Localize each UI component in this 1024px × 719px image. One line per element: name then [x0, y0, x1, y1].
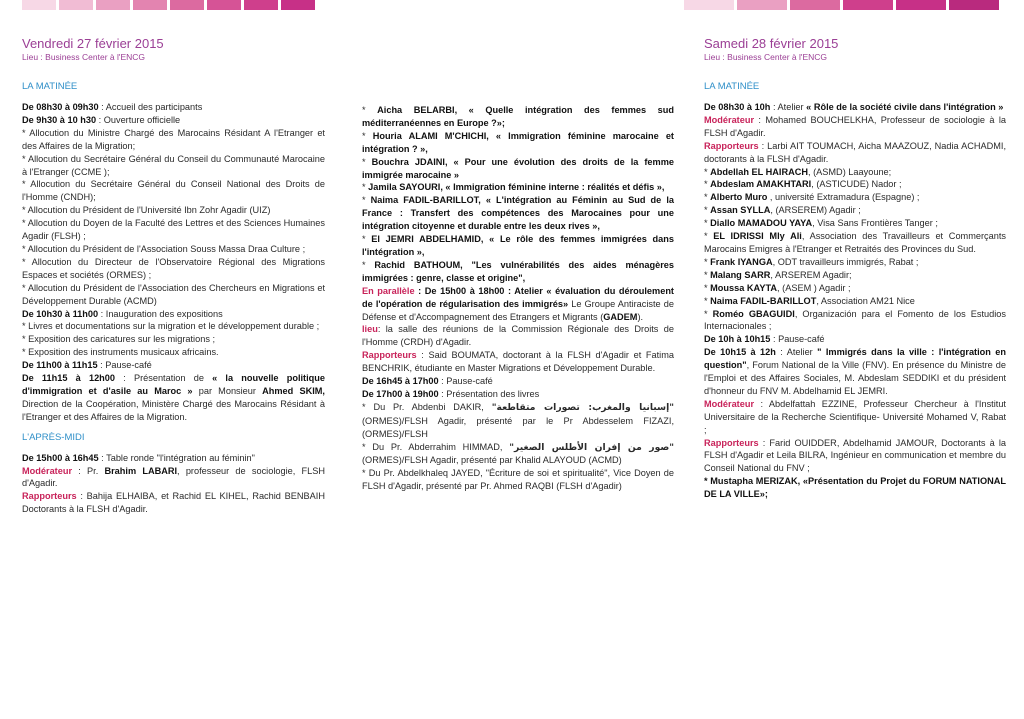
speech-item: * Allocution du Secrétaire Général du Conseil du Communauté Marocaine à l'Etranger (CCME ); [22, 153, 325, 177]
moderator-line: Modérateur : Mohamed BOUCHELKHA, Professeur de sociologie à la FLSH d'Agadir. [704, 114, 1006, 138]
schedule-item: De 11h15 à 12h00 : Présentation de « la nouvelle politique d'immigration et d'asile au Maroc » par Monsieur Ahmed SKIM, Direction de la Coopération, Ministère Chargé des Marocains Résidant à l'Etranger et des Affaires de la Migration. [22, 373, 325, 422]
presentation-item: * Mustapha MERIZAK, «Présentation du Projet du FORUM NATIONAL DE LA VILLE»; [704, 476, 1006, 500]
exhibit-item: * Exposition des caricatures sur les migrations ; [22, 334, 216, 345]
rapporteurs-line: Rapporteurs : Larbi AIT TOUMACH, Aicha MAAZOUZ, Nadia ACHADMI, doctorants à la FLSH d'Agadir. [704, 140, 1006, 164]
speaker-item: * Aicha BELARBI, « Quelle intégration des femmes sud méditerranéennes en Europe ?»; [362, 105, 675, 128]
rapporteurs-line: Rapporteurs : Bahija ELHAIBA, et Rachid EL KIHEL, Rachid BENBAIH Doctorants à la FLSH d'Agadir. [22, 491, 325, 515]
speech-item: * Allocution du Ministre Chargé des Marocains Résidant A l'Etranger et des Affaires de la Migration; [22, 127, 325, 151]
speaker-item: * Naima FADIL-BARILLOT, « L'intégration au Féminin au Sud de la France : Transfert des compétences des Marocaines pour une intégration citoyenne et durable entre les deux rives », [362, 195, 674, 232]
speaker-item: * Frank IYANGA, ODT travailleurs immigrés, Rabat ; [704, 256, 919, 267]
book-item: * Du Pr. Abdelkhaleq JAYED, "Écriture de soi et spiritualité", Vice Doyen de FLSH d'Agadir, présenté par Pr. Ahmed RAQBI (FLSH d'Agadir) [362, 468, 674, 492]
friday-column-continued [362, 104, 674, 493]
moderator-line: Modérateur : Pr. Brahim LABARI, professeur de sociologie, FLSH d'Agadir. [22, 465, 325, 489]
venue-line: lieu: la salle des réunions de la Commission Régionale des Droits de l'Homme (CRDH) d'Agadir. [362, 324, 674, 348]
schedule-item: De 10h30 à 11h00 : Inauguration des expositions [22, 308, 223, 319]
speaker-item: * Jamila SAYOURI, « Immigration féminine interne : réalités et défis », [362, 182, 665, 193]
speaker-item: * EL IDRISSI Mly Ali, Association des Travailleurs et Commerçants Marocains Emigres à l'Etranger et Retraités des Provinces du Sud. [704, 231, 1006, 254]
speaker-item: * Alberto Muro , université Extramadura (Espagne) ; [704, 192, 920, 203]
speaker-item: * Roméo GBAGUIDI, Organización para el Fomento de los Estudios Internacionales ; [704, 308, 1006, 332]
schedule-item: De 16h45 à 17h00 : Pause-café [362, 376, 493, 387]
book-item: * Du Pr. Abdenbi DAKIR, "إسبانيا والمغرب: تصورات متقاطعة" (ORMES)/FLSH Agadir, présenté par le Pr Abdesselem FIZAZI, (ORMES)/FLSH [362, 401, 675, 439]
speech-item: * Allocution du Secrétaire Général du Conseil National des Droits de l'Homme (CNDH); [22, 179, 325, 203]
friday-venue: Lieu : Business Center à l'ENCG [22, 52, 146, 62]
exhibit-item: * Exposition des instruments musicaux africains. [22, 347, 219, 358]
speaker-item: * Moussa KAYTA, (ASEM ) Agadir ; [704, 282, 851, 293]
saturday-venue: Lieu : Business Center à l'ENCG [704, 52, 828, 62]
friday-afternoon-heading: L'APRÈS-MIDI [22, 431, 85, 443]
speaker-item: * Bouchra JDAINI, « Pour une évolution des droits de la femme immigrée marocaine » [362, 156, 674, 180]
schedule-item: De 17h00 à 19h00 : Présentation des livres [362, 388, 540, 399]
friday-morning-heading: LA MATINÉE [22, 81, 78, 92]
moderator-line: Modérateur : Abdelfattah EZZINE, Professeur Chercheur à l'Institut Universitaire de la Recherche Scientifique- Université Mohamed V, Rabat ; [704, 398, 1006, 435]
speaker-item: * Naima FADIL-BARILLOT, Association AM21 Nice [704, 295, 915, 306]
friday-column [22, 0, 325, 516]
schedule-item: De 15h00 à 16h45 : Table ronde "l'intégration au féminin" [22, 452, 255, 463]
friday-date: Vendredi 27 février 2015 [22, 36, 164, 51]
speaker-item: * Rachid BATHOUM, "Les vulnérabilités des aides ménagères immigrées : genre, classe et origine", [362, 259, 674, 283]
saturday-date: Samedi 28 février 2015 [704, 36, 839, 51]
speech-item: * Allocution du Président de l'Association Souss Massa Draa Culture ; [22, 243, 306, 254]
speech-item: * Allocution du Doyen de la Faculté des Lettres et des Sciences Humaines Agadir (FLSH) ; [22, 218, 325, 242]
parallel-session: En parallèle : De 15h00 à 18h00 : Atelier « évaluation du déroulement de l'opération de régularisation des immigrés» Le Groupe Antiraciste de Défense et d'Accompagnement des Etrangers et Migrants (GADEM). [362, 285, 674, 322]
speaker-item: * El JEMRI ABDELHAMID, « Le rôle des femmes immigrées dans l'intégration », [362, 234, 674, 257]
speaker-item: * Assan SYLLA, (ARSEREM) Agadir ; [704, 205, 861, 216]
exhibit-item: * Livres et documentations sur la migration et le développement durable ; [22, 321, 320, 332]
schedule-item: De 11h00 à 11h15 : Pause-café [22, 360, 152, 371]
speech-item: * Allocution du Président de l'Association des Chercheurs en Migrations et Développement Durable (ACMD) [22, 282, 325, 306]
speaker-item: * Diallo MAMADOU YAYA, Visa Sans Frontières Tanger ; [704, 218, 938, 229]
schedule-item: De 10h15 à 12h : Atelier " Immigrés dans la ville : l'intégration en question", Forum National de la Ville (FNV). En présence du Ministre de l'Emploi et des Affaires Sociales, M. Abdeslam SEDDIKI et du président d'honneur du FNV M. Abdelhamid EL JEMRI. [704, 347, 1006, 396]
saturday-morning-heading: LA MATINÉE [704, 81, 760, 92]
book-item: * Du Pr. Abderrahim HIMMAD, "صور من إفران الأطلس الصغير" (ORMES)/FLSH Agadir, présenté par Khalid ALAYOUD (ACMD) [362, 441, 674, 466]
speaker-item: * Malang SARR, ARSEREM Agadir; [704, 269, 852, 280]
schedule-item: De 08h30 à 09h30 : Accueil des participants [22, 102, 203, 112]
schedule-item: De 08h30 à 10h : Atelier « Rôle de la société civile dans l'intégration » [704, 102, 1004, 112]
schedule-item: De 9h30 à 10 h30 : Ouverture officielle [22, 114, 181, 125]
speech-item: * Allocution du Directeur de l'Observatoire Régional des Migrations Espaces et sociétés (ORMES) ; [22, 256, 325, 280]
speaker-item: * Abdeslam AMAKHTARI, (ASTICUDE) Nador ; [704, 179, 902, 190]
speaker-item: * Houria ALAMI M'CHICHI, « Immigration féminine marocaine et intégration ? », [362, 130, 674, 154]
speaker-item: * Abdellah EL HAIRACH, (ASMD) Laayoune; [704, 166, 892, 177]
rapporteurs-line: Rapporteurs : Farid OUIDDER, Abdelhamid JAMOUR, Doctorants à la FLSH d'Agadir et Leila BILRA, Ingénieur en communication et membre du Conseil National du FNV ; [704, 437, 1006, 474]
rapporteurs-line: Rapporteurs : Said BOUMATA, doctorant à la FLSH d'Agadir et Fatima BENCHRIK, étudiante en Master Migrations et Développement Durable. [362, 350, 674, 374]
saturday-column [704, 0, 1006, 501]
schedule-item: De 10h à 10h15 : Pause-café [704, 334, 825, 345]
speech-item: * Allocution du Président de l'Université Ibn Zohr Agadir (UIZ) [22, 205, 271, 216]
